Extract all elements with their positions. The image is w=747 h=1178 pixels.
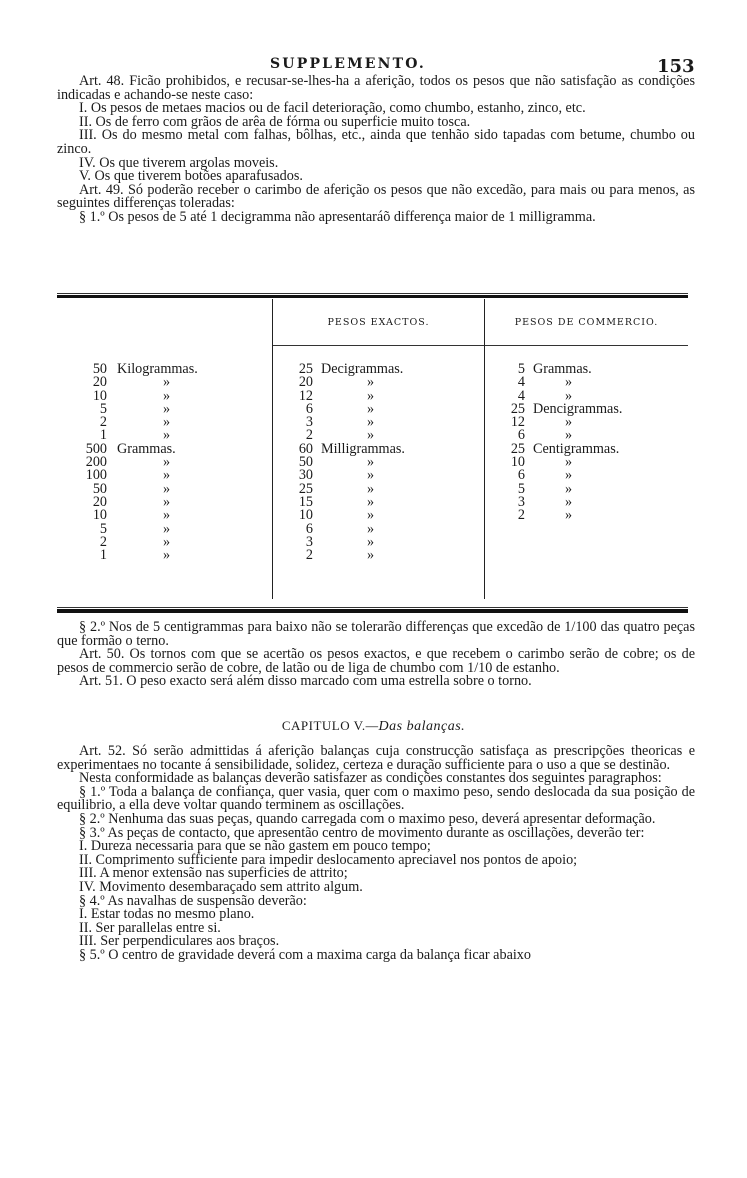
table-row [497, 469, 687, 482]
weight-value: 12 [298, 387, 313, 404]
running-title: SUPPLEMENTO. [270, 56, 426, 72]
chapter-label: CAPITULO V. [281, 718, 366, 733]
table-row [497, 400, 687, 417]
page-number: 153 [657, 56, 695, 77]
weight-value: 20 [92, 374, 107, 391]
paragraph: § 4.º As navalhas de suspensão deverão: [79, 892, 307, 909]
paragraph: § 2.º Nenhuma das suas peças, quando carregada com o maximo peso, deverá apresentar deformação. [79, 810, 656, 827]
weight-value: 500 [85, 440, 107, 457]
table-row [285, 533, 480, 550]
ditto-mark: » [163, 507, 171, 524]
weight-unit: Decigrammas. [321, 361, 404, 377]
ditto-mark: » [367, 480, 375, 497]
ditto-mark: » [565, 427, 573, 444]
weight-value: 30 [298, 467, 313, 484]
weight-value: 2 [305, 547, 313, 564]
table-column-kilogrammas [67, 363, 267, 562]
top-text-block [57, 75, 695, 225]
paragraph: Art. 49. Só poderão receber o carimbo de aferição os pesos que não excedão, para mais ou para menos, as seguintes differenças toleradas: [57, 181, 695, 212]
table-row [285, 520, 480, 537]
weight-value: 2 [99, 533, 107, 550]
paragraph: Art. 48. Ficão prohibidos, e recusar-se-lhes-ha a aferição, todos os pesos que não satisfação as condições indicadas e achando-se neste caso: [57, 73, 695, 103]
header-underline [273, 345, 484, 346]
ditto-mark: » [565, 480, 573, 497]
paragraph: Art. 52. Só serão admittidas á aferição balanças cuja construcção satisfaça as prescripções theoricas e experimentaes no tocante á sensibilidade, solidez, certeza e duração sufficiente para o uso a que se destinão. [57, 743, 695, 773]
bottom-text-block [57, 745, 695, 963]
weight-value: 25 [298, 480, 313, 497]
weight-value: 2 [517, 507, 525, 524]
ditto-mark: » [565, 387, 573, 404]
table-row [497, 509, 687, 522]
weight-value: 60 [298, 440, 313, 457]
weight-value: 1 [99, 547, 107, 564]
ditto-mark: » [163, 374, 171, 391]
table-column-pesos-commercio [497, 363, 687, 523]
ditto-mark: » [163, 454, 171, 471]
ditto-mark: » [367, 507, 375, 524]
weight-value: 50 [92, 361, 107, 377]
weight-value: 25 [510, 440, 525, 457]
ditto-mark: » [367, 414, 375, 431]
weight-value: 3 [305, 414, 313, 431]
weight-value: 5 [99, 520, 107, 537]
weight-value: 100 [85, 467, 107, 484]
ditto-mark: » [163, 493, 171, 510]
column-header-pesos-commercio: PESOS DE COMMERCIO. [514, 317, 659, 328]
paragraph: Nesta conformidade as balanças deverão satisfazer as condições constantes dos seguintes paragraphos: [79, 770, 662, 787]
column-header-pesos-exactos: PESOS EXACTOS. [327, 317, 430, 328]
table-row [497, 493, 687, 510]
weights-table [57, 293, 688, 613]
weight-value: 6 [517, 467, 525, 484]
weight-value: 6 [517, 427, 525, 444]
weight-unit: Centigrammas. [533, 440, 620, 457]
column-divider [484, 299, 485, 599]
table-bottom-rule-thin [57, 607, 688, 608]
ditto-mark: » [565, 493, 573, 510]
ditto-mark: » [367, 533, 375, 550]
weight-value: 20 [92, 493, 107, 510]
ditto-mark: » [163, 400, 171, 417]
paragraph: III. Ser perpendiculares aos braços. [79, 933, 280, 950]
paragraph: § 3.º As peças de contacto, que apresentão centro de movimento durante as oscillações, deverão ter: [79, 824, 645, 841]
paragraph: II. Comprimento sufficiente para impedir deslocamento apreciavel nos pontos de apoio; [79, 851, 578, 868]
table-top-rule-thin [57, 293, 688, 294]
table-row [285, 469, 480, 482]
weight-unit: Milligrammas. [321, 440, 405, 457]
weight-value: 3 [517, 493, 525, 510]
weight-value: 2 [305, 427, 313, 444]
paragraph: § 2.º Nos de 5 centigrammas para baixo não se tolerarão differenças que excedão de 1/100 das quatro peças que formão o terno. [57, 619, 695, 649]
ditto-mark: » [367, 400, 375, 417]
table-row [285, 480, 480, 497]
chapter-title: —Das balanças. [365, 719, 466, 734]
ditto-mark: » [163, 467, 171, 484]
weight-value: 6 [305, 400, 313, 417]
weight-value: 5 [517, 480, 525, 497]
weight-value: 1 [99, 427, 107, 444]
chapter-heading [0, 718, 747, 735]
weight-value: 4 [517, 387, 525, 404]
weight-value: 2 [99, 414, 107, 431]
ditto-mark: » [367, 427, 375, 444]
weight-value: 6 [305, 520, 313, 537]
paragraph: § 1.º Toda a balança de confiança, quer vasia, quer com o maximo peso, sendo deslocada da sua posição de equilibrio, a ella deve voltar quando terminem as oscillações. [57, 783, 695, 814]
weight-value: 5 [517, 361, 525, 377]
ditto-mark: » [565, 454, 573, 471]
table-row [497, 416, 687, 429]
weight-value: 10 [92, 387, 107, 404]
table-bottom-rule-thick [57, 609, 688, 613]
table-row [285, 493, 480, 510]
weight-value: 10 [298, 507, 313, 524]
ditto-mark: » [367, 454, 375, 471]
table-row [497, 440, 687, 457]
table-row [285, 549, 480, 562]
paragraph: § 1.º Os pesos de 5 até 1 decigramma não apresentaráõ differença maior de 1 milligramma. [79, 208, 596, 225]
ditto-mark: » [163, 547, 171, 564]
table-row [497, 376, 687, 389]
weight-value: 4 [517, 374, 525, 391]
paragraph: II. Os de ferro com grãos de arêa de fórma ou superficie muito tosca. [79, 113, 471, 130]
weight-value: 200 [85, 454, 107, 471]
weight-value: 25 [510, 400, 525, 417]
ditto-mark: » [367, 467, 375, 484]
weight-value: 25 [298, 361, 313, 377]
ditto-mark: » [367, 520, 375, 537]
weight-value: 50 [92, 480, 107, 497]
ditto-mark: » [367, 374, 375, 391]
ditto-mark: » [565, 414, 573, 431]
ditto-mark: » [565, 507, 573, 524]
ditto-mark: » [565, 467, 573, 484]
header-underline [485, 345, 688, 346]
paragraph: V. Os que tiverem botões aparafusados. [79, 168, 303, 185]
paragraph: Art. 51. O peso exacto será além disso marcado com uma estrella sobre o torno. [79, 673, 532, 690]
table-row [285, 456, 480, 469]
ditto-mark: » [367, 547, 375, 564]
ditto-mark: » [163, 414, 171, 431]
ditto-mark: » [163, 480, 171, 497]
ditto-mark: » [367, 387, 375, 404]
table-row [497, 456, 687, 469]
ditto-mark: » [163, 387, 171, 404]
table-row [285, 387, 480, 404]
ditto-mark: » [163, 520, 171, 537]
paragraph: I. Estar todas no mesmo plano. [79, 906, 255, 923]
paragraph: Art. 50. Os tornos com que se acertão os pesos exactos, e que recebem o carimbo serão de cobre; os de pesos de commercio serão de cobre, de latão ou de liga de chumbo com 1/10 de estanho. [57, 646, 695, 676]
table-column-pesos-exactos [285, 363, 480, 562]
weight-unit: Dencigrammas. [533, 400, 623, 417]
middle-text-block [57, 621, 695, 689]
table-row [285, 509, 480, 522]
table-row [497, 363, 687, 376]
weight-value: 5 [99, 400, 107, 417]
table-row [285, 400, 480, 417]
paragraph: § 5.º O centro de gravidade deverá com a maxima carga da balança ficar abaixo [79, 946, 531, 963]
ditto-mark: » [163, 427, 171, 444]
table-top-rule-thick [57, 295, 688, 298]
table-row [285, 376, 480, 389]
table-row [285, 416, 480, 429]
ditto-mark: » [163, 533, 171, 550]
table-row [285, 363, 480, 376]
paragraph: IV. Movimento desembaraçado sem attrito algum. [79, 878, 363, 895]
table-row [497, 480, 687, 497]
weight-value: 15 [298, 493, 313, 510]
paragraph: I. Os pesos de metaes macios ou de facil deterioração, como chumbo, estanho, zinco, etc. [79, 100, 586, 117]
weight-unit: Kilogrammas. [117, 361, 198, 377]
paragraph: III. Os do mesmo metal com falhas, bôlhas, etc., ainda que tenhão sido tapadas com betume, chumbo ou zinco. [57, 127, 695, 157]
table-row [67, 549, 267, 562]
weight-unit: Grammas. [117, 440, 176, 457]
weight-value: 12 [510, 414, 525, 431]
weight-value: 10 [92, 507, 107, 524]
paragraph: III. A menor extensão nas superficies de attrito; [79, 865, 348, 882]
weight-value: 50 [298, 454, 313, 471]
weight-value: 10 [510, 454, 525, 471]
ditto-mark: » [367, 493, 375, 510]
column-divider [272, 299, 273, 599]
ditto-mark: » [565, 374, 573, 391]
paragraph: I. Dureza necessaria para que se não gastem em pouco tempo; [79, 838, 431, 855]
table-row [285, 440, 480, 457]
paragraph: IV. Os que tiverem argolas moveis. [79, 154, 279, 171]
weight-value: 20 [298, 374, 313, 391]
paragraph: II. Ser parallelas entre si. [79, 919, 221, 936]
weight-value: 3 [305, 533, 313, 550]
weight-unit: Grammas. [533, 361, 592, 377]
